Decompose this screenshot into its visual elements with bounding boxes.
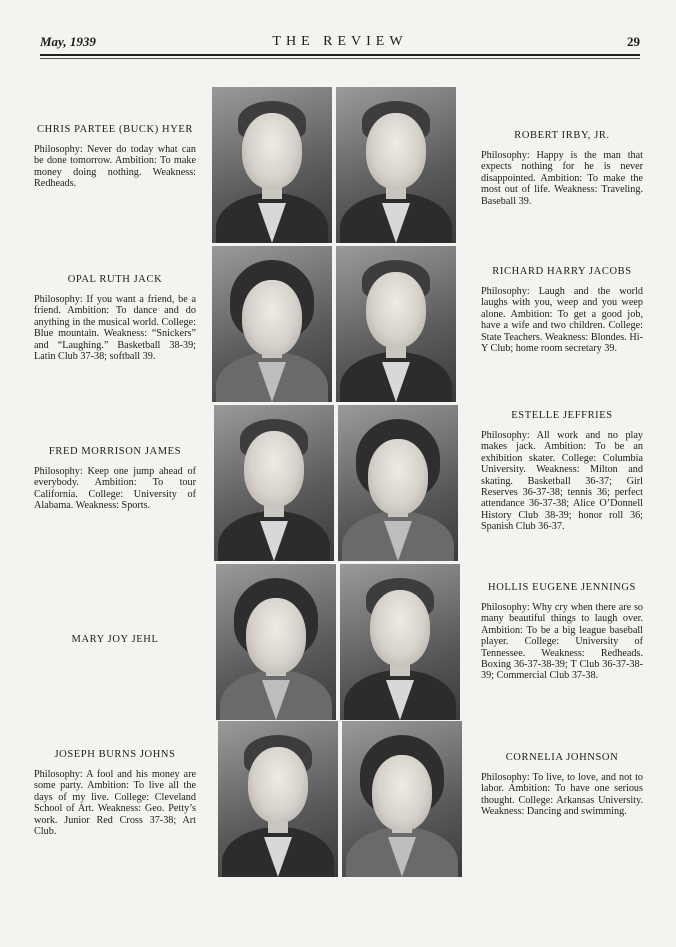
student-entry [34,749,196,837]
student-entry [481,266,643,354]
student-entry [481,130,643,207]
student-name: FRED MORRISON JAMES [48,446,182,457]
header-rule-thin [40,58,640,59]
student-name: ROBERT IRBY, JR. [514,130,610,141]
student-bio: Philosophy: To live, to love, and not to labor. Ambition: To have one serious thought. College: Arkansas University. Weakness: Dancing and swimming. [481,772,643,818]
student-bio: Philosophy: Why cry when there are so many beautiful things to laugh over. Ambition: To be a big league baseball player. College: University of Tennessee. Weakness: Redheads. Boxing 36-37-38-39; T Club 36-37-38-39; Commercial Club 37-38. [481,602,643,682]
student-portrait [212,87,332,243]
student-entry [481,410,643,533]
student-portrait [338,405,458,561]
student-bio: Philosophy: A fool and his money are some party. Ambition: To live all the days of my live. College: Cleveland School of Art. Weakness: Geo. Petty’s work. Junior Red Cross 37-38; Art Club. [34,769,196,838]
student-entry [481,752,643,818]
student-bio: Philosophy: Keep one jump ahead of everybody. Ambition: To tour California. College: University of Alabama. Weakness: Sports. [34,466,196,512]
student-portrait [336,87,456,243]
student-portrait [340,564,460,720]
student-name: CHRIS PARTEE (BUCK) HYER [36,124,194,135]
student-name: OPAL RUTH JACK [67,274,163,285]
student-name: JOSEPH BURNS JOHNS [54,749,176,760]
student-entry [34,634,196,654]
student-name: HOLLIS EUGENE JENNINGS [488,582,636,593]
student-name: MARY JOY JEHL [71,634,159,645]
issue-date: May, 1939 [40,34,96,49]
student-bio: Philosophy: If you want a friend, be a friend. Ambition: To dance and do anything in the musical world. College: Blue mountain. Weakness: “Snickers” and “Laughing.” Basketball 38-39; Latin Club 37-38; softball 39. [34,294,196,363]
student-name: CORNELIA JOHNSON [505,752,619,763]
student-portrait [336,246,456,402]
student-portrait [342,721,462,877]
student-entry [34,274,196,362]
header-rule [40,54,640,56]
page-number: 29 [627,34,640,49]
publication-title: THE REVIEW [272,34,408,49]
student-entry [481,582,643,682]
student-portrait [218,721,338,877]
student-portrait [212,246,332,402]
page-header [40,34,640,54]
student-portrait [214,405,334,561]
student-bio: Philosophy: Never do today what can be done tomorrow. Ambition: To make money doing nothing. Weakness: Redheads. [34,144,196,190]
student-name: ESTELLE JEFFRIES [511,410,613,421]
student-portrait [216,564,336,720]
student-name: RICHARD HARRY JACOBS [492,266,632,277]
student-entry [34,124,196,190]
student-bio: Philosophy: Laugh and the world laughs with you, weep and you weep alone. Ambition: To get a good job, have a wife and two children. College: State Teachers. Weakness: Blondes. Hi-Y Club; home room secretary 39. [481,286,643,355]
student-entry [34,446,196,512]
student-bio: Philosophy: All work and no play makes jack. Ambition: To be an exhibition skater. College: Columbia University. Weakness: Milton and skating. Basketball 36-37; Girl Reserves 36-37-38; tennis 36; perfect attendance 36-37-38; Alice O’Donnell History Club 38-39; honor roll 36; Spanish Club 36-37. [481,430,643,533]
student-bio: Philosophy: Happy is the man that expects nothing for he is never disappointed. Ambition: To make the most out of life. Weakness: Traveling. Baseball 39. [481,150,643,207]
